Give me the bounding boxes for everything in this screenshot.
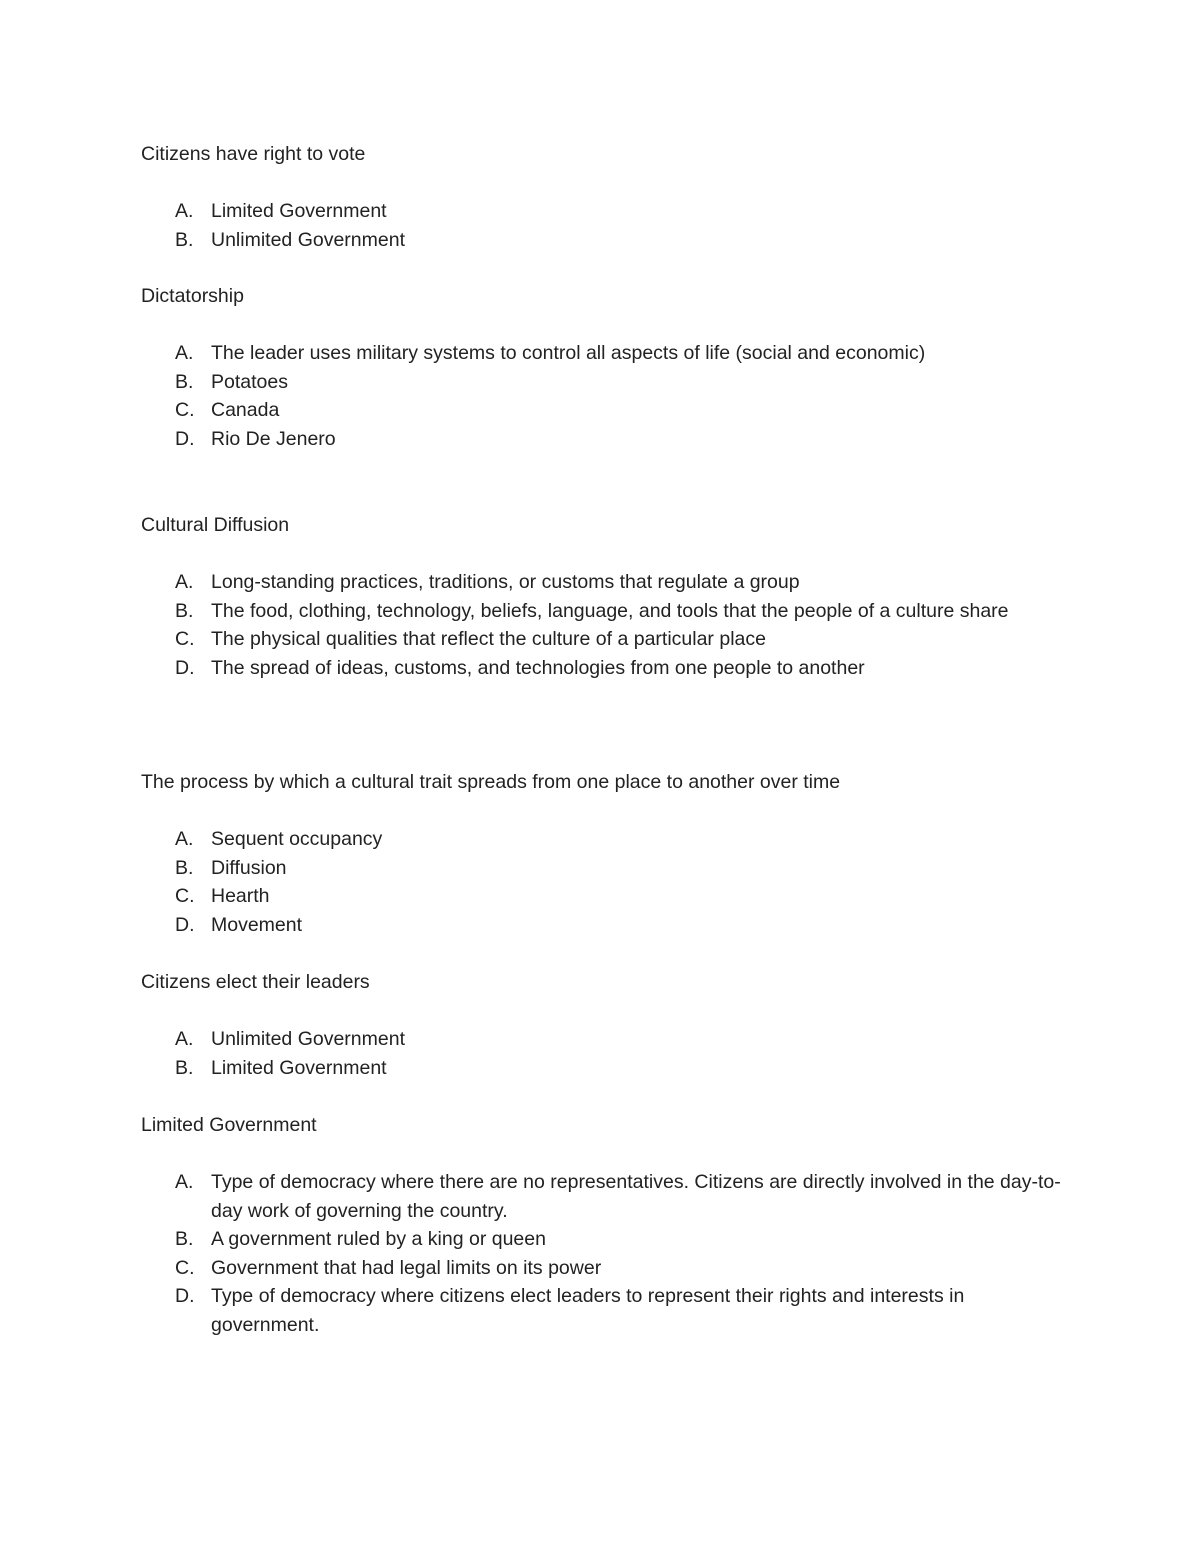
question-4	[141, 768, 1061, 939]
option-text: Government that had legal limits on its power	[211, 1256, 602, 1279]
option-letter: A.	[175, 200, 194, 222]
option-letter: C.	[175, 399, 195, 421]
option-item	[141, 368, 1061, 397]
option-text: The spread of ideas, customs, and technologies from one people to another	[211, 656, 865, 679]
option-item	[141, 882, 1061, 911]
option-item	[141, 625, 1061, 654]
option-text: Diffusion	[211, 856, 287, 879]
question-prompt: Dictatorship	[141, 285, 244, 307]
option-text: Rio De Jenero	[211, 427, 336, 450]
option-item	[141, 597, 1061, 626]
option-text: Sequent occupancy	[211, 828, 383, 850]
option-text: Unlimited Government	[211, 228, 405, 251]
option-list	[141, 339, 1061, 453]
option-item	[141, 911, 1061, 940]
option-letter: B.	[175, 228, 194, 251]
question-3	[141, 511, 1061, 682]
option-text: Limited Government	[211, 1056, 387, 1079]
option-text: A government ruled by a king or queen	[211, 1228, 546, 1250]
question-prompt: Citizens have right to vote	[141, 143, 366, 165]
option-letter: B.	[175, 1228, 194, 1250]
option-letter: D.	[175, 913, 195, 936]
option-item	[141, 654, 1061, 683]
option-item	[141, 1168, 1061, 1225]
option-list	[141, 568, 1061, 682]
question-prompt: Citizens elect their leaders	[141, 971, 370, 993]
option-letter: A.	[175, 342, 194, 364]
option-item	[141, 197, 1061, 226]
option-list	[141, 1025, 1061, 1082]
option-text: The leader uses military systems to control all aspects of life (social and economic)	[211, 342, 926, 364]
question-1	[141, 140, 1061, 254]
option-letter: B.	[175, 599, 194, 622]
option-text: Limited Government	[211, 200, 387, 222]
option-letter: A.	[175, 828, 194, 850]
option-item	[141, 825, 1061, 854]
option-item	[141, 1025, 1061, 1054]
option-text: Hearth	[211, 885, 270, 907]
option-letter: B.	[175, 370, 194, 393]
option-item	[141, 854, 1061, 883]
option-text: Type of democracy where there are no representatives. Citizens are directly involved in the day-to-day work of governing the country.	[211, 1171, 1061, 1222]
option-item	[141, 568, 1061, 597]
option-letter: D.	[175, 1285, 195, 1307]
option-letter: D.	[175, 427, 195, 450]
question-6	[141, 1111, 1061, 1339]
option-text: Movement	[211, 913, 303, 936]
question-2	[141, 282, 1061, 453]
question-prompt: The process by which a cultural trait spreads from one place to another over time	[141, 771, 841, 793]
option-item	[141, 339, 1061, 368]
option-letter: D.	[175, 656, 195, 679]
option-letter: C.	[175, 1256, 195, 1279]
option-letter: A.	[175, 1171, 194, 1193]
question-prompt: Cultural Diffusion	[141, 514, 290, 536]
option-item	[141, 226, 1061, 255]
option-letter: C.	[175, 885, 195, 907]
option-list	[141, 1168, 1061, 1339]
option-text: Long-standing practices, traditions, or customs that regulate a group	[211, 571, 800, 593]
option-text: The food, clothing, technology, beliefs, language, and tools that the people of a culture share	[211, 599, 1009, 622]
option-list	[141, 197, 1061, 254]
option-item	[141, 1054, 1061, 1083]
option-letter: A.	[175, 571, 194, 593]
question-prompt: Limited Government	[141, 1114, 317, 1136]
option-item	[141, 1254, 1061, 1283]
option-item	[141, 1225, 1061, 1254]
option-text: Canada	[211, 399, 280, 421]
option-list	[141, 825, 1061, 939]
option-item	[141, 425, 1061, 454]
option-text: Potatoes	[211, 370, 288, 393]
option-text: Unlimited Government	[211, 1028, 405, 1050]
option-letter: A.	[175, 1028, 194, 1050]
option-text: Type of democracy where citizens elect leaders to represent their rights and interests in government.	[211, 1285, 965, 1336]
option-item	[141, 1282, 1061, 1339]
option-letter: C.	[175, 628, 195, 650]
option-letter: B.	[175, 1056, 194, 1079]
option-text: The physical qualities that reflect the culture of a particular place	[211, 628, 766, 650]
question-5	[141, 968, 1061, 1082]
option-item	[141, 396, 1061, 425]
option-letter: B.	[175, 856, 194, 879]
